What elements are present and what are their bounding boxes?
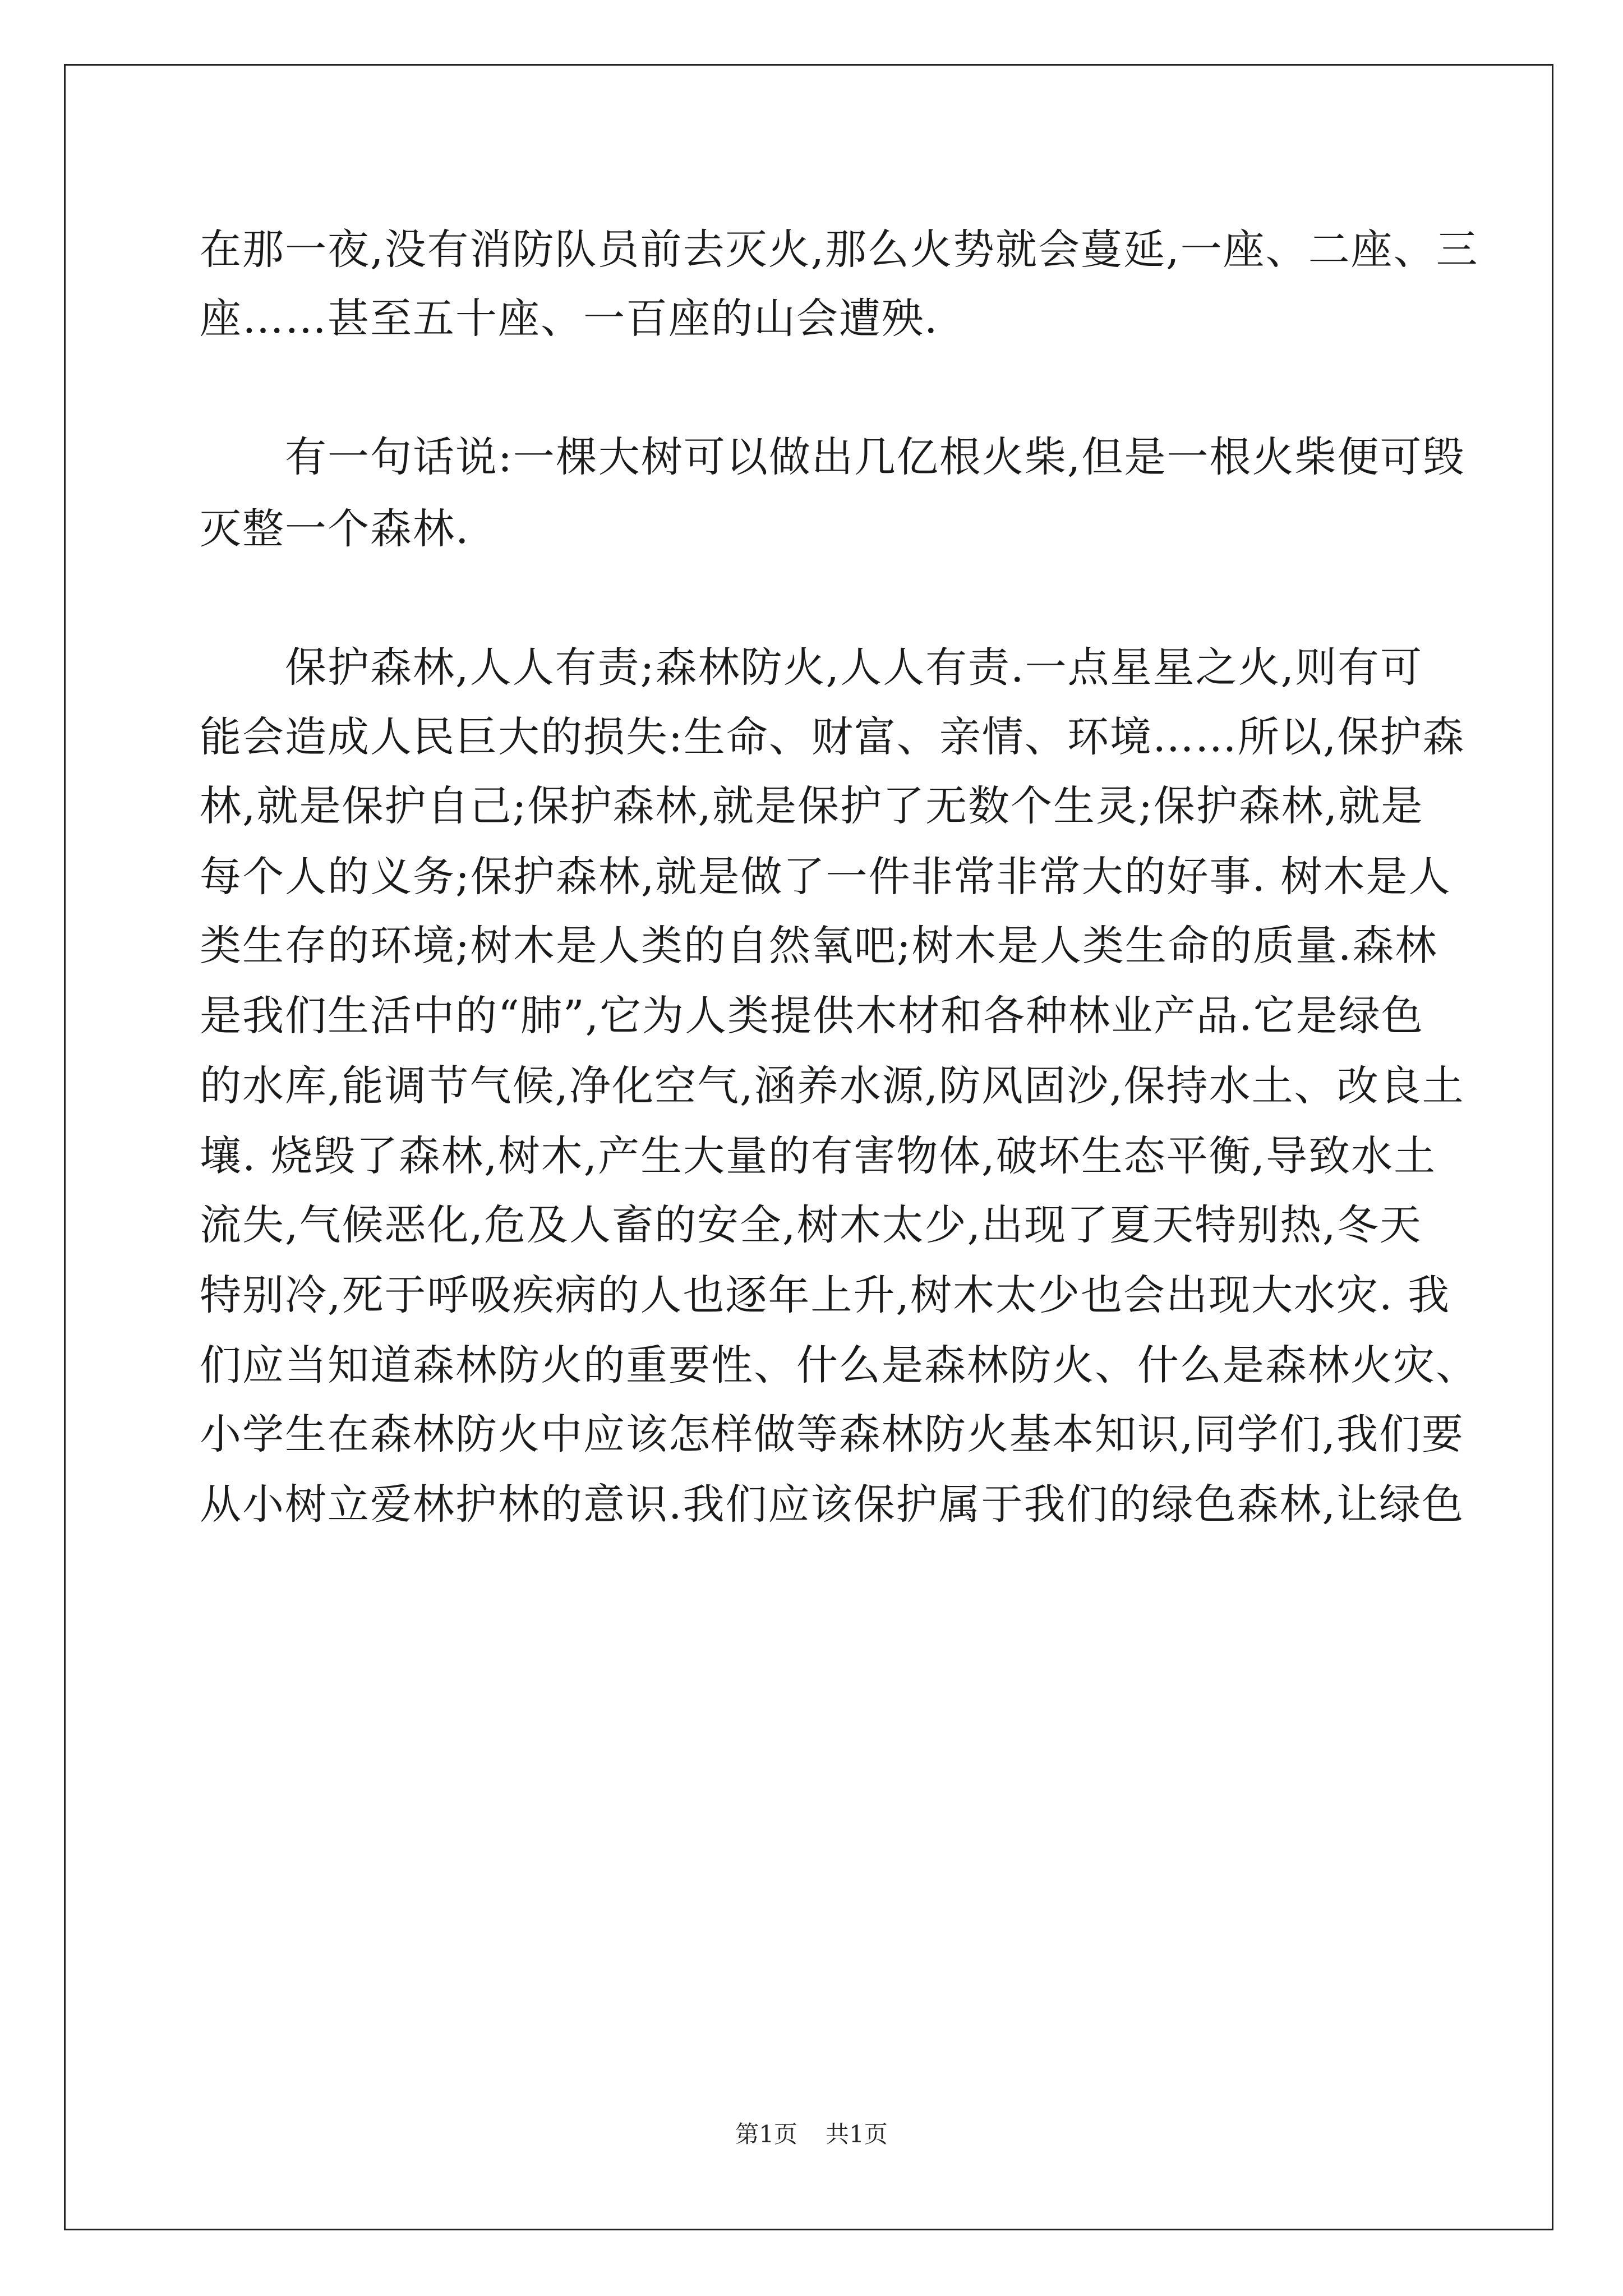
text-line: 座……甚至五十座、一百座的山会遭殃.	[200, 295, 939, 343]
text-line: 林,就是保护自己;保护森林,就是保护了无数个生灵;保护森林,就是	[200, 782, 1424, 830]
text-line: 的水库,能调节气候,净化空气,涵养水源,防风固沙,保持水土、改良土	[200, 1062, 1465, 1110]
text-line: 每个人的义务;保护森林,就是做了一件非常非常大的好事. 树木是人	[200, 853, 1451, 901]
text-line: 是我们生活中的“肺”,它为人类提供木材和各种林业产品.它是绿色	[200, 992, 1424, 1040]
text-line: 在那一夜,没有消防队员前去灭火,那么火势就会蔓延,一座、二座、三	[200, 226, 1479, 274]
text-line: 们应当知道森林防火的重要性、什么是森林防火、什么是森林火灾、	[200, 1341, 1478, 1389]
page-footer	[0, 2118, 1623, 2151]
text-line: 特别冷,死于呼吸疾病的人也逐年上升,树木太少也会出现大水灾. 我	[200, 1271, 1451, 1319]
text-line: 流失,气候恶化,危及人畜的安全,树木太少,出现了夏天特别热,冬天	[200, 1201, 1422, 1249]
text-line: 类生存的环境;树木是人类的自然氧吧;树木是人类生命的质量.森林	[200, 922, 1438, 970]
text-line: 灭整一个森林.	[200, 505, 470, 553]
page-total: 共1页	[826, 2120, 888, 2148]
text-line: 从小树立爱林护林的意识.我们应该保护属于我们的绿色森林,让绿色	[200, 1480, 1465, 1529]
text-line: 壤. 烧毁了森林,树木,产生大量的有害物体,破坏生态平衡,导致水土	[200, 1132, 1437, 1180]
text-line: 能会造成人民巨大的损失:生命、财富、亲情、环境……所以,保护森	[200, 713, 1465, 761]
text-line: 小学生在森林防火中应该怎样做等森林防火基本知识,同学们,我们要	[200, 1410, 1465, 1458]
page-number: 第1页	[735, 2120, 797, 2148]
text-line: 保护森林,人人有责;森林防火,人人有责.一点星星之火,则有可	[200, 643, 1423, 692]
text-line: 有一句话说:一棵大树可以做出几亿根火柴,但是一根火柴便可毁	[200, 433, 1465, 481]
